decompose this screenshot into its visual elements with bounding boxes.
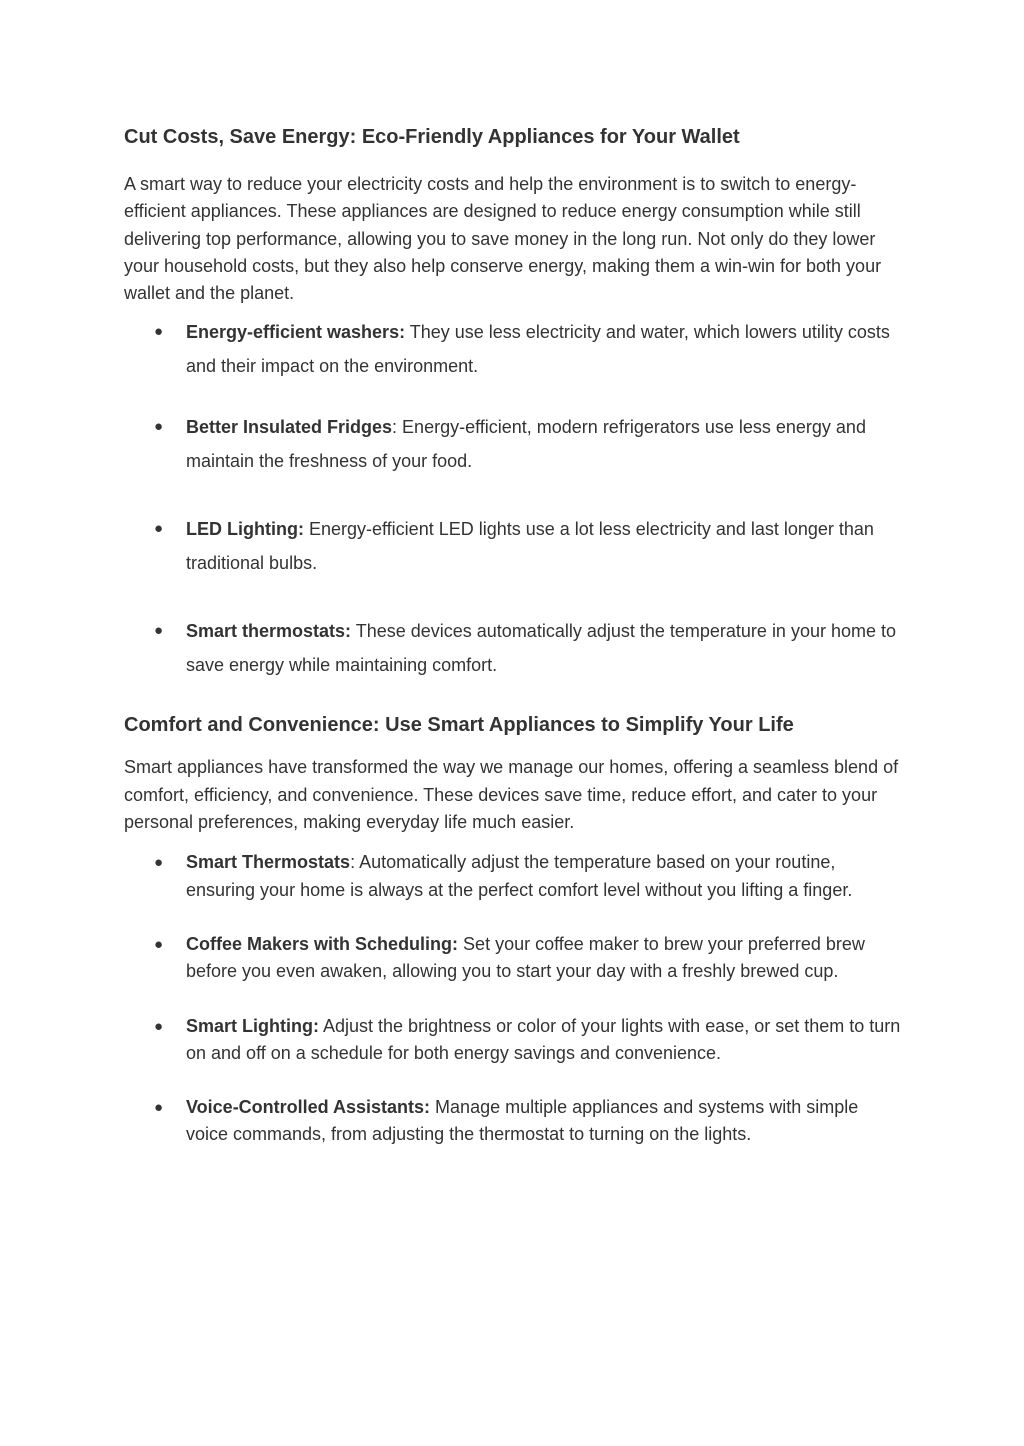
list-item-title: Better Insulated Fridges	[186, 417, 393, 438]
bullet-icon: ●	[154, 418, 164, 436]
list-item-title: Voice-Controlled Assistants:	[186, 1097, 431, 1118]
list-item-text: Manage multiple appliances and systems with simple voice commands, from adjusting the thermostat to turning on the lights.	[186, 1097, 859, 1145]
bullet-icon: ●	[154, 323, 164, 341]
list-item-text: They use less electricity and water, which lowers utility costs and their impact on the environment.	[186, 322, 890, 377]
list-item	[124, 614, 904, 682]
bullet-icon: ●	[154, 622, 164, 640]
list-item-title: LED Lighting:	[186, 519, 304, 540]
list-item-text: : Automatically adjust the temperature based on your routine, ensuring your home is always at the perfect comfort level without you lifting a finger.	[186, 852, 853, 900]
eco-appliances-list	[124, 315, 904, 682]
bullet-icon: ●	[154, 1017, 164, 1035]
intro-paragraph-smart: Smart appliances have transformed the way we manage our homes, offering a seamless blend of comfort, efficiency, and convenience. These devices save time, reduce effort, and cater to your personal preferences, making everyday life much easier.	[124, 757, 899, 833]
section-heading-smart-appliances: Comfort and Convenience: Use Smart Appliances to Simplify Your Life	[124, 714, 794, 737]
list-item	[124, 849, 904, 904]
list-item	[124, 410, 904, 478]
list-item	[124, 1013, 904, 1068]
list-item-title: Smart Thermostats	[186, 852, 351, 873]
smart-appliances-list	[124, 849, 904, 1148]
list-item	[124, 512, 904, 580]
intro-paragraph-eco: A smart way to reduce your electricity costs and help the environment is to switch to energy-efficient appliances. These appliances are designed to reduce energy consumption while still delivering top performance, allowing you to save money in the long run. Not only do they lower your household costs, but they also help conserve energy, making them a win-win for both your wallet and the planet.	[124, 174, 882, 304]
bullet-icon: ●	[154, 854, 164, 872]
list-item-text: Adjust the brightness or color of your lights with ease, or set them to turn on and off on a schedule for both energy savings and convenience.	[186, 1015, 901, 1063]
list-item-title: Smart thermostats:	[186, 621, 352, 642]
list-item-text: Energy-efficient LED lights use a lot less electricity and last longer than traditional bulbs.	[186, 519, 874, 574]
list-item	[124, 931, 904, 986]
bullet-icon: ●	[154, 520, 164, 538]
list-item-text: Set your coffee maker to brew your preferred brew before you even awaken, allowing you to start your day with a freshly brewed cup.	[186, 933, 865, 982]
list-item	[124, 315, 904, 383]
list-item-title: Energy-efficient washers:	[186, 322, 406, 343]
section-heading-eco-appliances: Cut Costs, Save Energy: Eco-Friendly Appliances for Your Wallet	[124, 126, 740, 148]
bullet-icon: ●	[154, 935, 164, 953]
list-item-text: : Energy-efficient, modern refrigerators use less energy and maintain the freshness of your food.	[186, 417, 866, 472]
document-page	[124, 122, 904, 1149]
list-item	[124, 1094, 904, 1149]
bullet-icon: ●	[154, 1099, 164, 1117]
list-item-title: Coffee Makers with Scheduling:	[186, 933, 459, 954]
list-item-title: Smart Lighting:	[186, 1015, 319, 1036]
list-item-text: These devices automatically adjust the temperature in your home to save energy while maintaining comfort.	[186, 621, 897, 676]
